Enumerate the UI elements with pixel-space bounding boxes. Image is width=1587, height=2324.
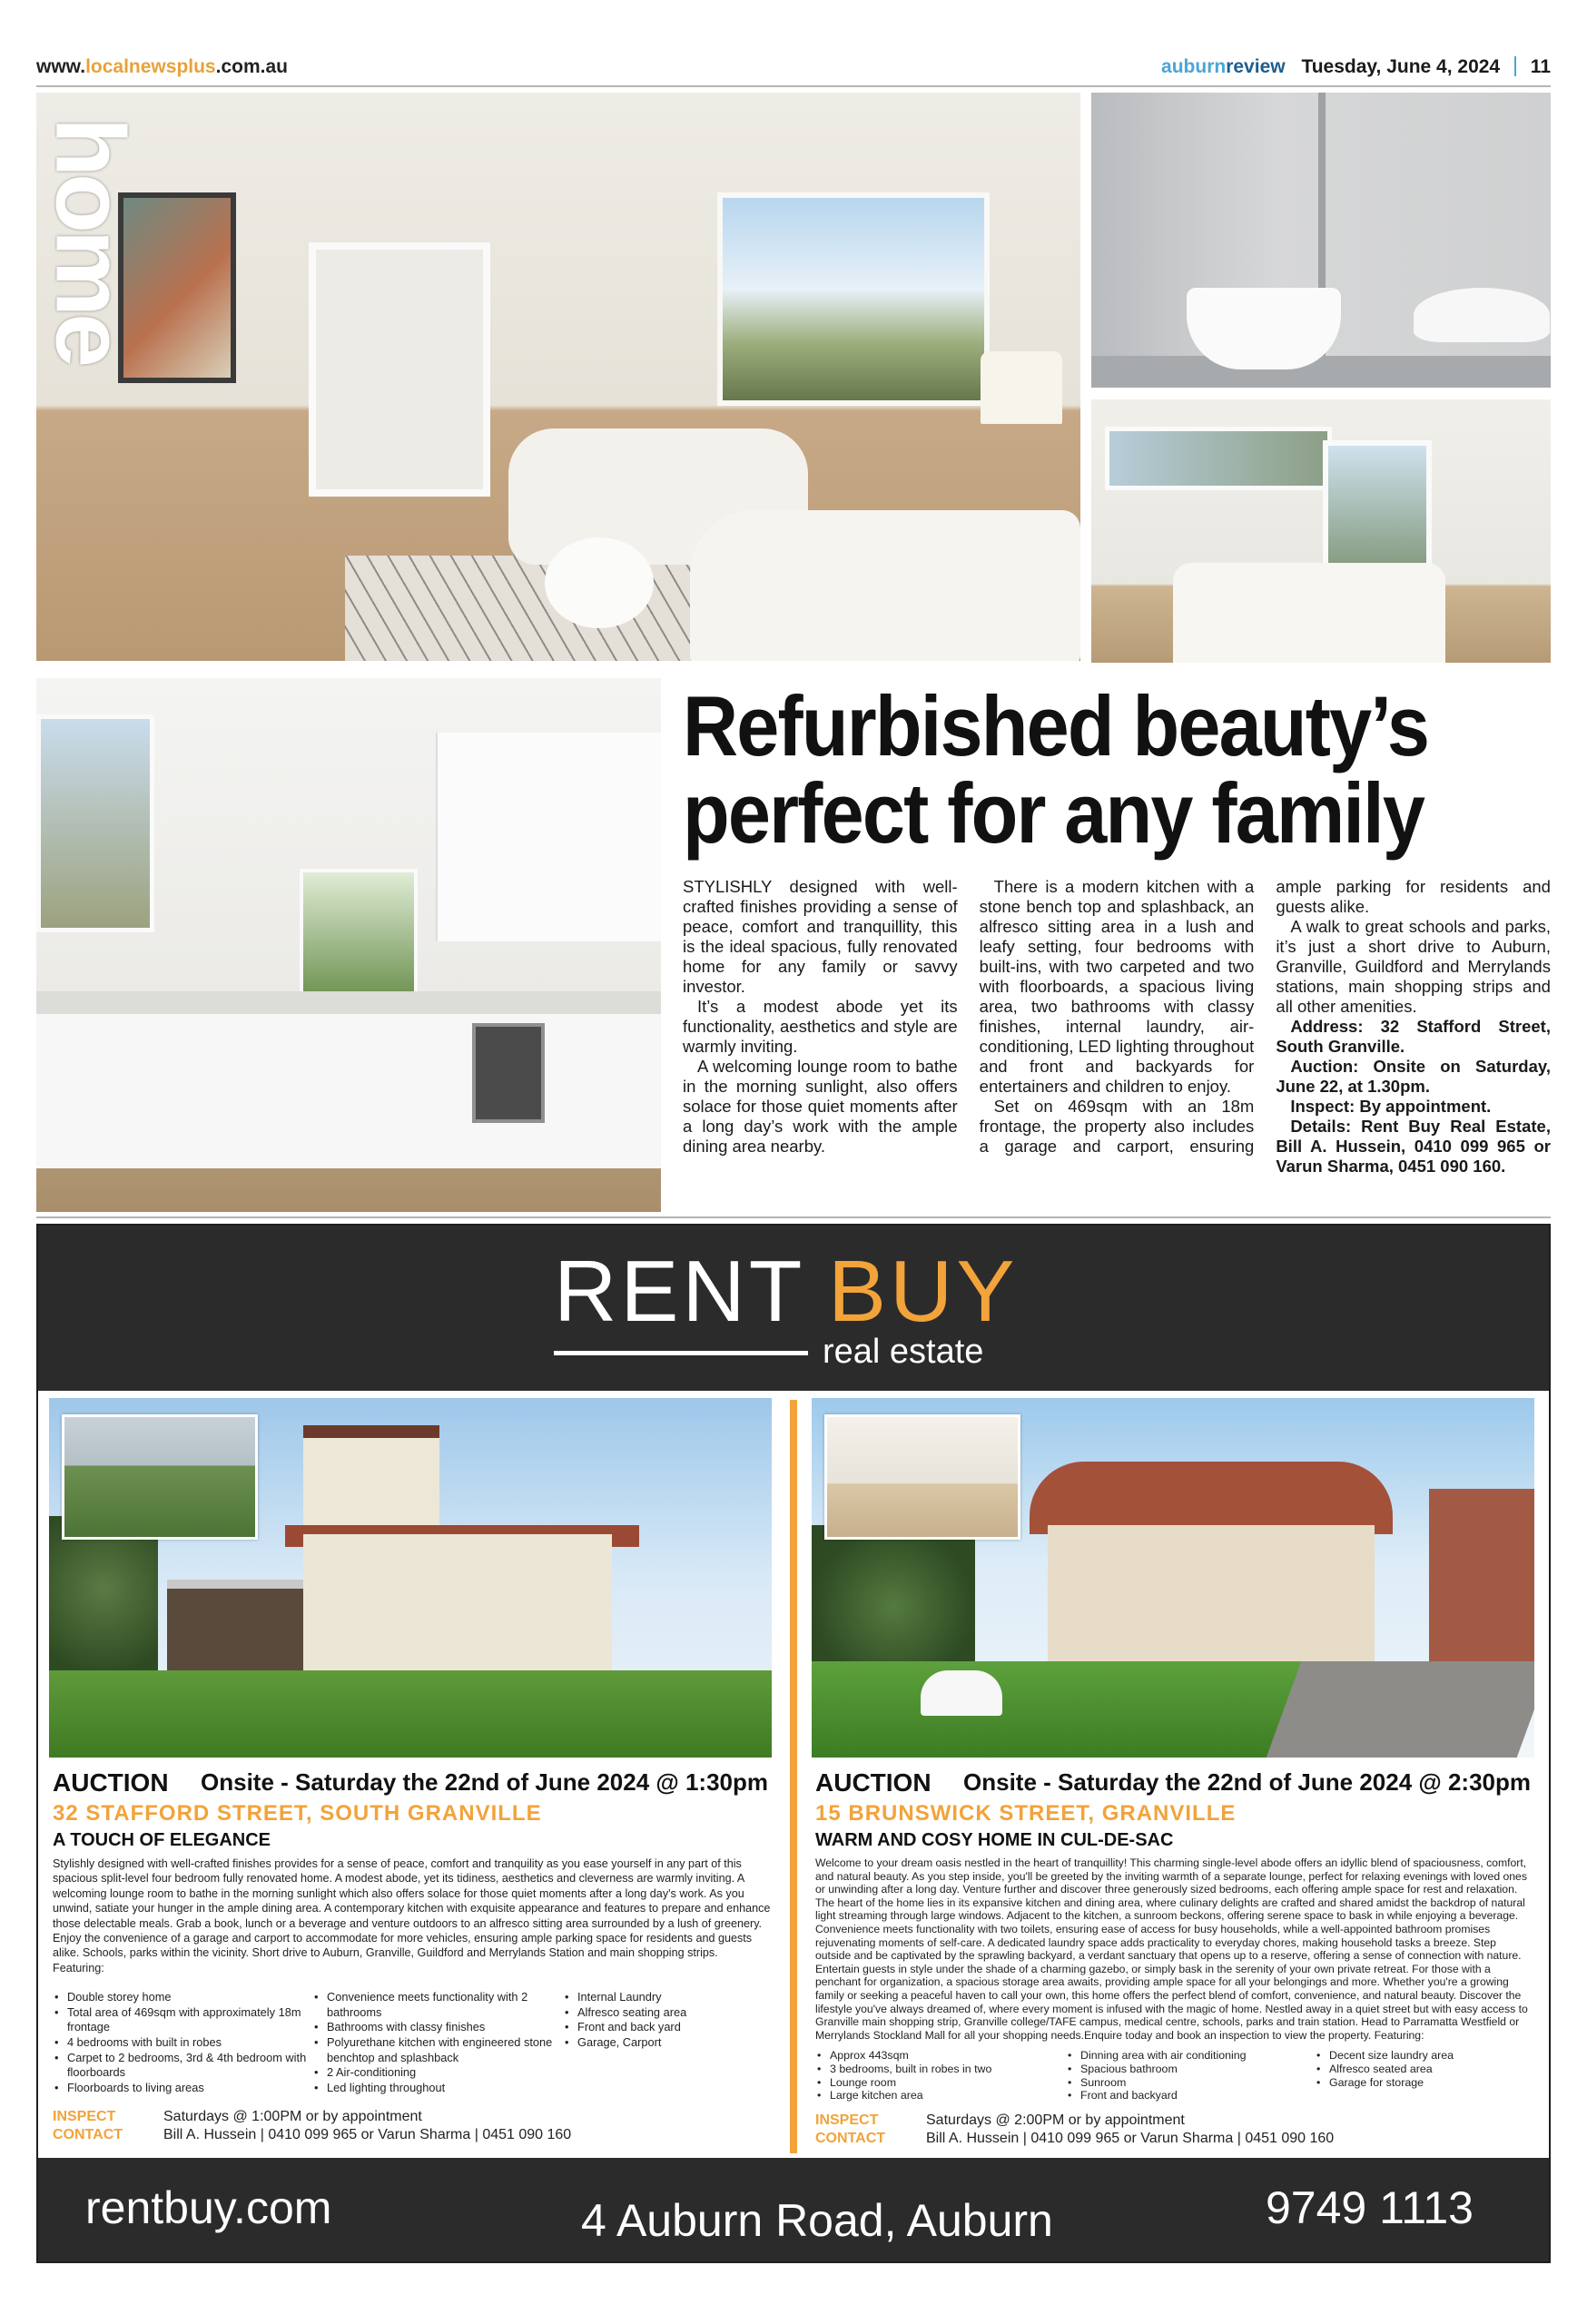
house-photo-brunswick — [812, 1398, 1534, 1758]
logo-rent: RENT — [554, 1243, 806, 1340]
contact-value: Bill A. Hussein | 0410 099 965 or Varun Sharma | 0451 090 160 — [163, 2127, 572, 2143]
bathtub — [1187, 288, 1341, 369]
feature-item: • Alfresco seating area — [563, 2005, 763, 2021]
feature-item: • Large kitchen area — [815, 2089, 1066, 2102]
site-url-suffix: .com.au — [215, 56, 288, 77]
mailbox — [921, 1670, 1002, 1716]
feature-item: • 3 bedrooms, built in robes in two — [815, 2063, 1066, 2076]
feature-item: • Double storey home — [53, 1990, 312, 2005]
dining-doorway — [309, 242, 490, 497]
coffee-table — [545, 537, 654, 628]
doorway-view — [300, 869, 418, 1005]
auction-label: AUCTION — [815, 1768, 932, 1797]
lounge-photo — [36, 93, 1080, 661]
roof — [1030, 1462, 1393, 1534]
inspect-label: INSPECT — [815, 2112, 879, 2128]
inspect-row — [53, 2108, 772, 2126]
article-paragraph: STYLISHLY designed with well-crafted finishes providing a sense of peace, comfort and tranquillity, this is the ideal spacious, fully renovated home for any family or savvy investor. — [683, 877, 958, 996]
auction-row — [49, 1765, 772, 1801]
inspect-label: INSPECT — [53, 2109, 116, 2125]
feature-item: • Polyurethane kitchen with engineered stone benchtop and splashback — [312, 2035, 563, 2065]
feature-item: • Floorboards to living areas — [53, 2081, 312, 2096]
section-tag-text: home — [35, 116, 146, 365]
article-detail-inspect: Inspect: By appointment. — [1290, 1097, 1492, 1116]
feature-item: • Garage for storage — [1315, 2076, 1523, 2090]
inspect-value: Saturdays @ 2:00PM or by appointment — [926, 2112, 1185, 2128]
feature-item: • Carpet to 2 bedrooms, 3rd & 4th bedroom with floorboards — [53, 2051, 312, 2081]
masthead — [36, 51, 1551, 84]
carport — [167, 1580, 312, 1679]
article-detail-auction: Auction: Onsite on Saturday, June 22, at 1.30pm. — [1276, 1057, 1551, 1096]
logo-subtitle: real estate — [823, 1333, 984, 1371]
feature-item: • 4 bedrooms with built in robes — [53, 2035, 312, 2051]
feature-item: • Total area of 469sqm with approximately 18m frontage — [53, 2005, 312, 2035]
article-paragraph: A welcoming lounge room to bathe in the morning sunlight, also offers solace for those quiet moments after a long day’s work with the ample dining area nearby. — [683, 1057, 958, 1156]
kitchen-window — [36, 714, 154, 932]
feature-item: • Front and backyard — [1066, 2089, 1315, 2102]
rentbuy-logo — [554, 1242, 1062, 1378]
kitchen-inset-photo — [824, 1414, 1020, 1540]
logo-buy: BUY — [828, 1243, 1019, 1340]
page-number: 11 — [1530, 56, 1551, 77]
bed — [1173, 563, 1445, 663]
feature-item: • Led lighting throughout — [312, 2081, 563, 2096]
front-lawn — [812, 1661, 1320, 1758]
listing-divider — [790, 1400, 797, 2153]
neighbour-fence — [1429, 1489, 1534, 1670]
feature-list — [53, 1990, 772, 2095]
masthead-separator — [1514, 56, 1516, 76]
footer-address: 4 Auburn Road, Auburn — [581, 2195, 1053, 2246]
feature-column — [1315, 2049, 1523, 2102]
listing-subtitle: A TOUCH OF ELEGANCE — [53, 1830, 271, 1850]
lamp — [981, 351, 1062, 424]
kitchen-photo — [36, 678, 661, 1212]
contact-row — [53, 2126, 772, 2144]
feature-item: • Spacious bathroom — [1066, 2063, 1315, 2076]
inspect-value: Saturdays @ 1:00PM or by appointment — [163, 2109, 422, 2125]
lounge-window — [717, 192, 990, 406]
feature-column — [563, 1990, 763, 2095]
upper-cabinets — [436, 733, 661, 941]
site-url[interactable] — [36, 56, 288, 78]
armchair — [690, 510, 1080, 661]
feature-item: • Decent size laundry area — [1315, 2049, 1523, 2063]
lower-cabinets — [36, 1014, 661, 1168]
footer-website-link[interactable]: rentbuy.com — [85, 2182, 332, 2233]
driveway — [1267, 1661, 1534, 1758]
article-detail-contact: Details: Rent Buy Real Estate, Bill A. Hussein, 0410 099 965 or Varun Sharma, 0451 090 160. — [1276, 1117, 1551, 1176]
article-paragraph: It’s a modest abode yet its functionality, aesthetics and style are warmly inviting. — [683, 997, 958, 1056]
front-lawn — [49, 1670, 772, 1758]
feature-list — [815, 2049, 1534, 2102]
publication-name-b: review — [1226, 56, 1286, 77]
feature-item: • Front and back yard — [563, 2020, 763, 2035]
bathroom-photo — [1091, 93, 1551, 388]
benchtop — [36, 991, 661, 1017]
contact-label: CONTACT — [53, 2127, 123, 2143]
alfresco-inset-photo — [62, 1414, 258, 1540]
article-paragraph: There is a modern kitchen with a stone bench top and splashback, an alfresco sitting area in a lush and leafy setting, four bedrooms with built-ins, with two carpeted and two with floorboards, a spacious living area, two bathrooms with classy finishes, internal laundry, air-conditioning, LED lighting throughout and front and backyards for entertainers and children to enjoy. — [979, 877, 1255, 1096]
publication-name-a: auburn — [1161, 56, 1227, 77]
auction-time: Onsite - Saturday the 22nd of June 2024 @ 1:30pm — [201, 1768, 768, 1796]
feature-item: • Dinning area with air conditioning — [1066, 2049, 1315, 2063]
issue-date: Tuesday, June 4, 2024 — [1301, 56, 1501, 77]
feature-column — [815, 2049, 1066, 2102]
section-tag — [36, 109, 145, 372]
house-facade — [1048, 1525, 1375, 1670]
feature-item: • Internal Laundry — [563, 1990, 763, 2005]
listing-subtitle: WARM AND COSY HOME IN CUL-DE-SAC — [815, 1830, 1174, 1850]
feature-column — [53, 1990, 312, 2095]
feature-item: • Garage, Carport — [563, 2035, 763, 2051]
oven — [472, 1023, 545, 1123]
article-paragraph: Set on 469sqm with an 18m frontage, the property also includes a garage and carport, ensuring ample parking for residents and guests alike. — [979, 877, 1551, 1156]
middle-rule — [36, 1216, 1551, 1218]
feature-item: • Sunroom — [1066, 2076, 1315, 2090]
listing-address: 32 STAFFORD STREET, SOUTH GRANVILLE — [53, 1801, 542, 1826]
rentbuy-advertisement — [36, 1224, 1551, 2263]
contact-row — [815, 2130, 1534, 2148]
feature-item: • Approx 443sqm — [815, 2049, 1066, 2063]
bathroom-floor — [1091, 356, 1551, 388]
feature-item: • 2 Air-conditioning — [312, 2065, 563, 2081]
article-paragraph: A walk to great schools and parks, it’s just a short drive to Auburn, Granville, Guildford and Merrylands stations, main shopping strips and all other amenities. — [1276, 917, 1551, 1016]
feature-item: • Bathrooms with classy finishes — [312, 2020, 563, 2035]
house-facade — [303, 1534, 612, 1670]
house-photo-stafford — [49, 1398, 772, 1758]
ad-banner — [38, 1226, 1549, 1391]
contact-label: CONTACT — [815, 2130, 886, 2146]
auction-label: AUCTION — [53, 1768, 169, 1797]
contact-value: Bill A. Hussein | 0410 099 965 or Varun Sharma | 0451 090 160 — [926, 2130, 1335, 2146]
inspect-row — [815, 2112, 1534, 2130]
masthead-right — [1161, 56, 1551, 78]
listing-description: Welcome to your dream oasis nestled in the heart of tranquillity! This charming single-level abode offers an idyllic blend of spaciousness, comfort, and natural beauty. As you step inside, you'll be greeted by the inviting warmth of a separate lounge, perfect for relaxing evenings with loved ones or unwinding after a long day. Venture further and discover three generously sized bedrooms, each offering ample space for rest and relaxation. The heart of the home lies in its expansive kitchen and dining area, where culinary delights are crafted and shared amidst the backdrop of natural light streaming through large windows. Adjacent to the kitchen, a sunroom beckons, offering serene space to bask in while enjoying a beverage. Convenience meets functionality with two toilets, ensuring ease of access for busy households, while a well-appointed bathroom promises rejuvenating moments of self-care. A dedicated laundry space adds practicality to everyday chores, making household tasks a breeze. Step outside and be captivated by the sprawling backyard, a verdant sanctuary that opens up to a reserve, offering a sense of connection with nature. Entertain guests in style under the shade of a charming gazebo, or simply bask in the serenity of your own private retreat. For those with a penchant for organization, a spacious storage area awaits, providing ample space for all your belongings and more. Whether you're a growing family or seeking a peaceful haven to call your own, this home offers the perfect blend of comfort, convenience, and natural beauty. Discover the lifestyle you've always dreamed of, where every moment is infused with the magic of home. Nestled away in a quiet street but with easy access to Granville main shopping strip, Granville college/TAFE campus, medical centre, schools, parks and train station. Head to Parramatta Westfield or Merrylands Stockland Mall for all your shopping needs.Enquire today and book an inspection to view the property. Featuring: — [815, 1856, 1528, 2042]
feature-item: • Convenience meets functionality with 2 bathrooms — [312, 1990, 563, 2020]
listing-brunswick-street — [812, 1398, 1534, 2148]
feature-column — [1066, 2049, 1315, 2102]
bedroom-photo — [1091, 399, 1551, 663]
top-rule — [36, 85, 1551, 87]
logo-underline — [554, 1351, 808, 1355]
auction-row — [812, 1765, 1534, 1801]
article-body — [683, 877, 1551, 1213]
listing-stafford-street — [49, 1398, 772, 2144]
footer-phone[interactable]: 9749 1113 — [1266, 2182, 1474, 2233]
basin — [1414, 288, 1550, 342]
article-headline: Refurbished beauty’s perfect for any family — [683, 678, 1429, 861]
listing-description: Stylishly designed with well-crafted finishes provides for a sense of peace, comfort and tranquility as you ease yourself in any part of this spacious split-level four bedroom fully renovated home. A modest abode, yet its tidiness, aesthetics and cleverness are warmly inviting. A welcoming lounge room to bathe in the morning sunlight which also offers solace for those quiet moments after a long day's work. As you unwind, satiate your hunger in the ample dining area. A contemporary kitchen with exquisite appearance and features to prepare and enhance those delectable meals. Grab a book, lunch or a beverage and venture outdoors to an alfresco sitting area surrounded by a lush of greenery. Enjoy the convenience of a garage and carport to accommodate for more vehicles, ensuring ample parking space for residents and guests alike. Schools, parks within the vicinity. Short drive to Auburn, Granville, Guildford and Merrylands Station and main shopping strips. Featuring: — [53, 1857, 771, 1974]
auction-time: Onsite - Saturday the 22nd of June 2024 @ 2:30pm — [963, 1768, 1531, 1796]
site-url-prefix: www. — [36, 56, 86, 77]
ad-footer — [38, 2158, 1549, 2261]
article-detail-address: Address: 32 Stafford Street, South Granville. — [1276, 1017, 1551, 1056]
listing-address: 15 BRUNSWICK STREET, GRANVILLE — [815, 1801, 1237, 1826]
feature-item: • Lounge room — [815, 2076, 1066, 2090]
feature-item: • Alfresco seated area — [1315, 2063, 1523, 2076]
feature-column — [312, 1990, 563, 2095]
site-url-highlight: localnewsplus — [85, 56, 216, 77]
bedroom-window — [1105, 427, 1332, 490]
